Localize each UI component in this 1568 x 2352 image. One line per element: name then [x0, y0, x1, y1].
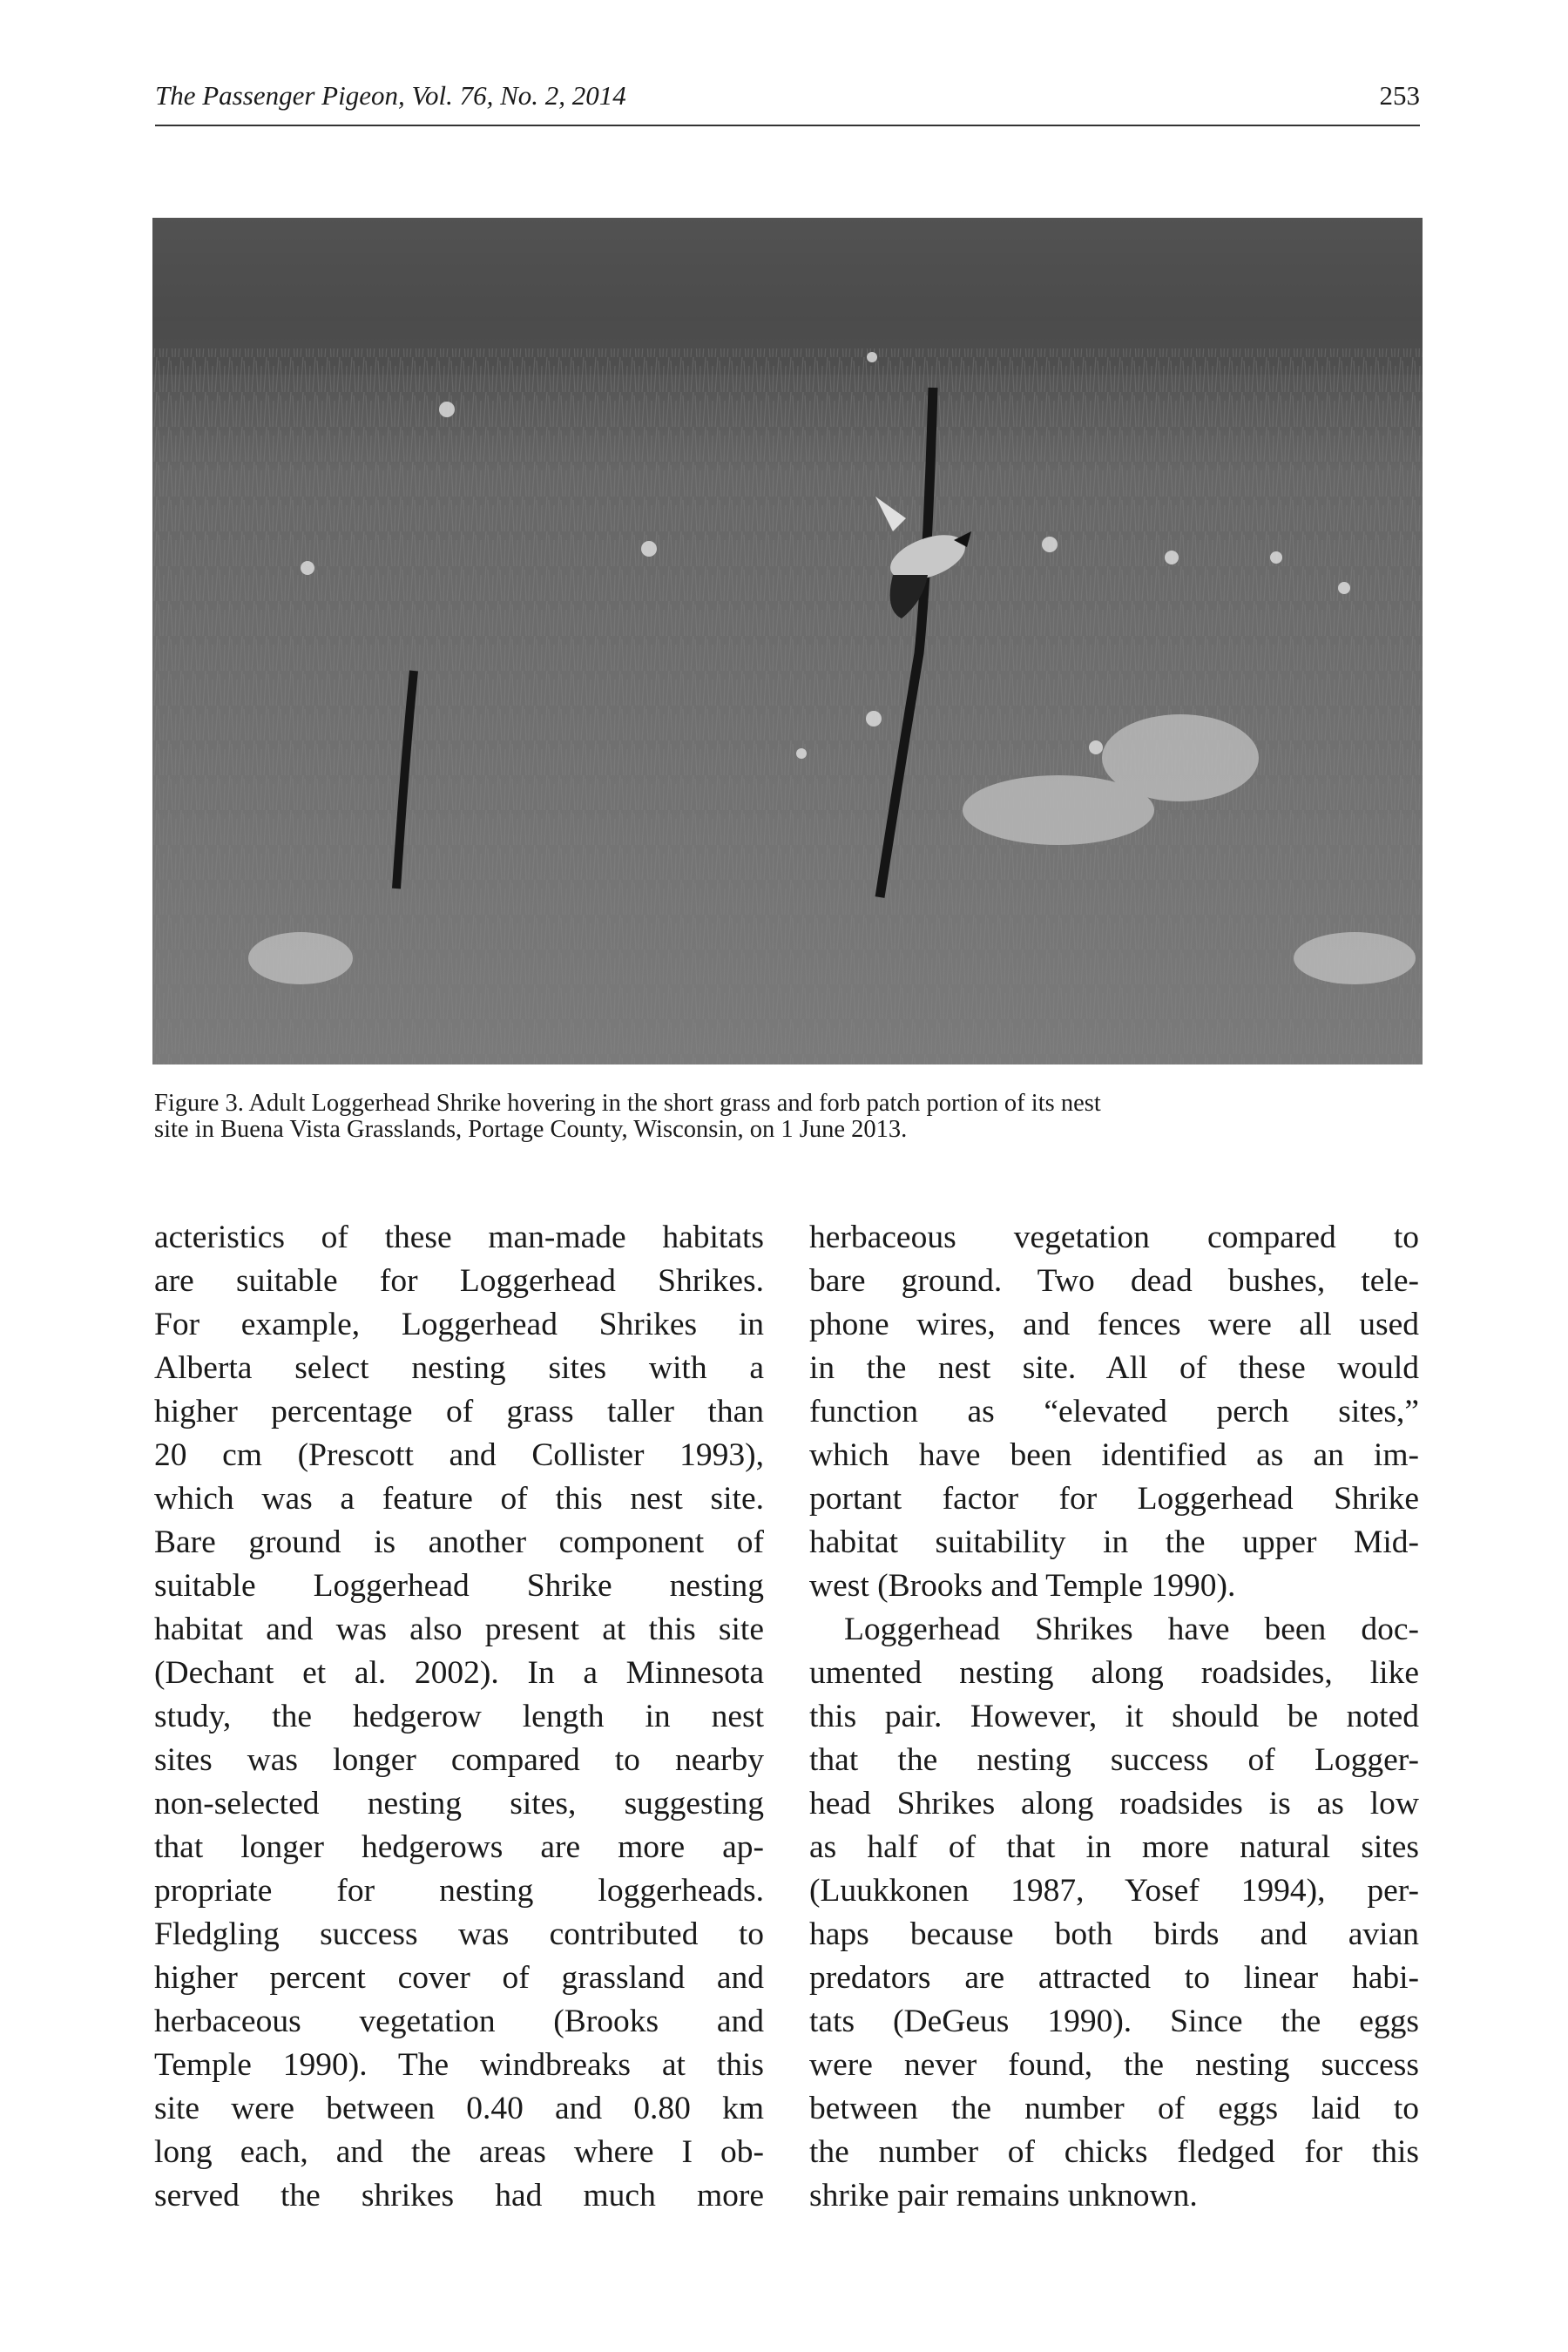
- text-line: bare ground. Two dead bushes, tele-: [809, 1263, 1419, 1299]
- photo-illustration: [152, 218, 1423, 1064]
- text-line: Bare ground is another component of: [154, 1524, 764, 1560]
- text-line: Alberta select nesting sites with a: [154, 1350, 764, 1386]
- text-line: Temple 1990). The windbreaks at this: [154, 2047, 764, 2083]
- caption-line: Figure 3. Adult Loggerhead Shrike hovering in the short grass and forb patch portion of its nest: [154, 1090, 1101, 1117]
- caption-line: site in Buena Vista Grasslands, Portage County, Wisconsin, on 1 June 2013.: [154, 1116, 908, 1143]
- text-line: predators are attracted to linear habi-: [809, 1960, 1419, 1996]
- text-line: portant factor for Loggerhead Shrike: [809, 1481, 1419, 1517]
- text-line: which was a feature of this nest site.: [154, 1481, 764, 1517]
- text-line: function as “elevated perch sites,”: [809, 1394, 1419, 1429]
- text-line: were never found, the nesting success: [809, 2047, 1419, 2083]
- text-line: propriate for nesting loggerheads.: [154, 1873, 764, 1909]
- text-line: acteristics of these man-made habitats: [154, 1220, 764, 1255]
- text-line: Loggerhead Shrikes have been doc-: [844, 1612, 1419, 1647]
- text-line: (Luukkonen 1987, Yosef 1994), per-: [809, 1873, 1419, 1909]
- text-line: suitable Loggerhead Shrike nesting: [154, 1568, 764, 1604]
- text-line: phone wires, and fences were all used: [809, 1307, 1419, 1342]
- text-line: umented nesting along roadsides, like: [809, 1655, 1419, 1691]
- text-line: study, the hedgerow length in nest: [154, 1699, 764, 1734]
- body-column-right: [809, 1216, 1419, 2218]
- text-line: haps because both birds and avian: [809, 1916, 1419, 1952]
- text-line: shrike pair remains unknown.: [809, 2178, 1198, 2213]
- text-line: 20 cm (Prescott and Collister 1993),: [154, 1437, 764, 1473]
- text-line: higher percent cover of grassland and: [154, 1960, 764, 1996]
- text-line: site were between 0.40 and 0.80 km: [154, 2091, 764, 2126]
- text-line: For example, Loggerhead Shrikes in: [154, 1307, 764, 1342]
- text-line: head Shrikes along roadsides is as low: [809, 1786, 1419, 1821]
- text-line: tats (DeGeus 1990). Since the eggs: [809, 2004, 1419, 2039]
- text-line: herbaceous vegetation (Brooks and: [154, 2004, 764, 2039]
- text-line: served the shrikes had much more: [154, 2178, 764, 2213]
- text-line: between the number of eggs laid to: [809, 2091, 1419, 2126]
- text-line: herbaceous vegetation compared to: [809, 1220, 1419, 1255]
- body-column-left: [154, 1216, 764, 2218]
- text-line: the number of chicks fledged for this: [809, 2134, 1419, 2170]
- text-line: in the nest site. All of these would: [809, 1350, 1419, 1386]
- text-line: habitat suitability in the upper Mid-: [809, 1524, 1419, 1560]
- figure-photo-shrike-grassland: [152, 218, 1423, 1064]
- text-line: higher percentage of grass taller than: [154, 1394, 764, 1429]
- text-line: (Dechant et al. 2002). In a Minnesota: [154, 1655, 764, 1691]
- text-line: habitat and was also present at this site: [154, 1612, 764, 1647]
- text-line: this pair. However, it should be noted: [809, 1699, 1419, 1734]
- running-header: [155, 80, 1420, 118]
- text-line: long each, and the areas where I ob-: [154, 2134, 764, 2170]
- text-line: Fledgling success was contributed to: [154, 1916, 764, 1952]
- figure-caption: [154, 1091, 1426, 1143]
- page-number: 253: [1379, 80, 1420, 111]
- journal-citation: The Passenger Pigeon, Vol. 76, No. 2, 2014: [155, 80, 626, 111]
- text-line: are suitable for Loggerhead Shrikes.: [154, 1263, 764, 1299]
- text-line: non-selected nesting sites, suggesting: [154, 1786, 764, 1821]
- text-line: sites was longer compared to nearby: [154, 1742, 764, 1778]
- text-line: that the nesting success of Logger-: [809, 1742, 1419, 1778]
- header-rule: [155, 125, 1420, 126]
- text-line: that longer hedgerows are more ap-: [154, 1829, 764, 1865]
- text-line: as half of that in more natural sites: [809, 1829, 1419, 1865]
- text-line: which have been identified as an im-: [809, 1437, 1419, 1473]
- text-line: west (Brooks and Temple 1990).: [809, 1568, 1236, 1604]
